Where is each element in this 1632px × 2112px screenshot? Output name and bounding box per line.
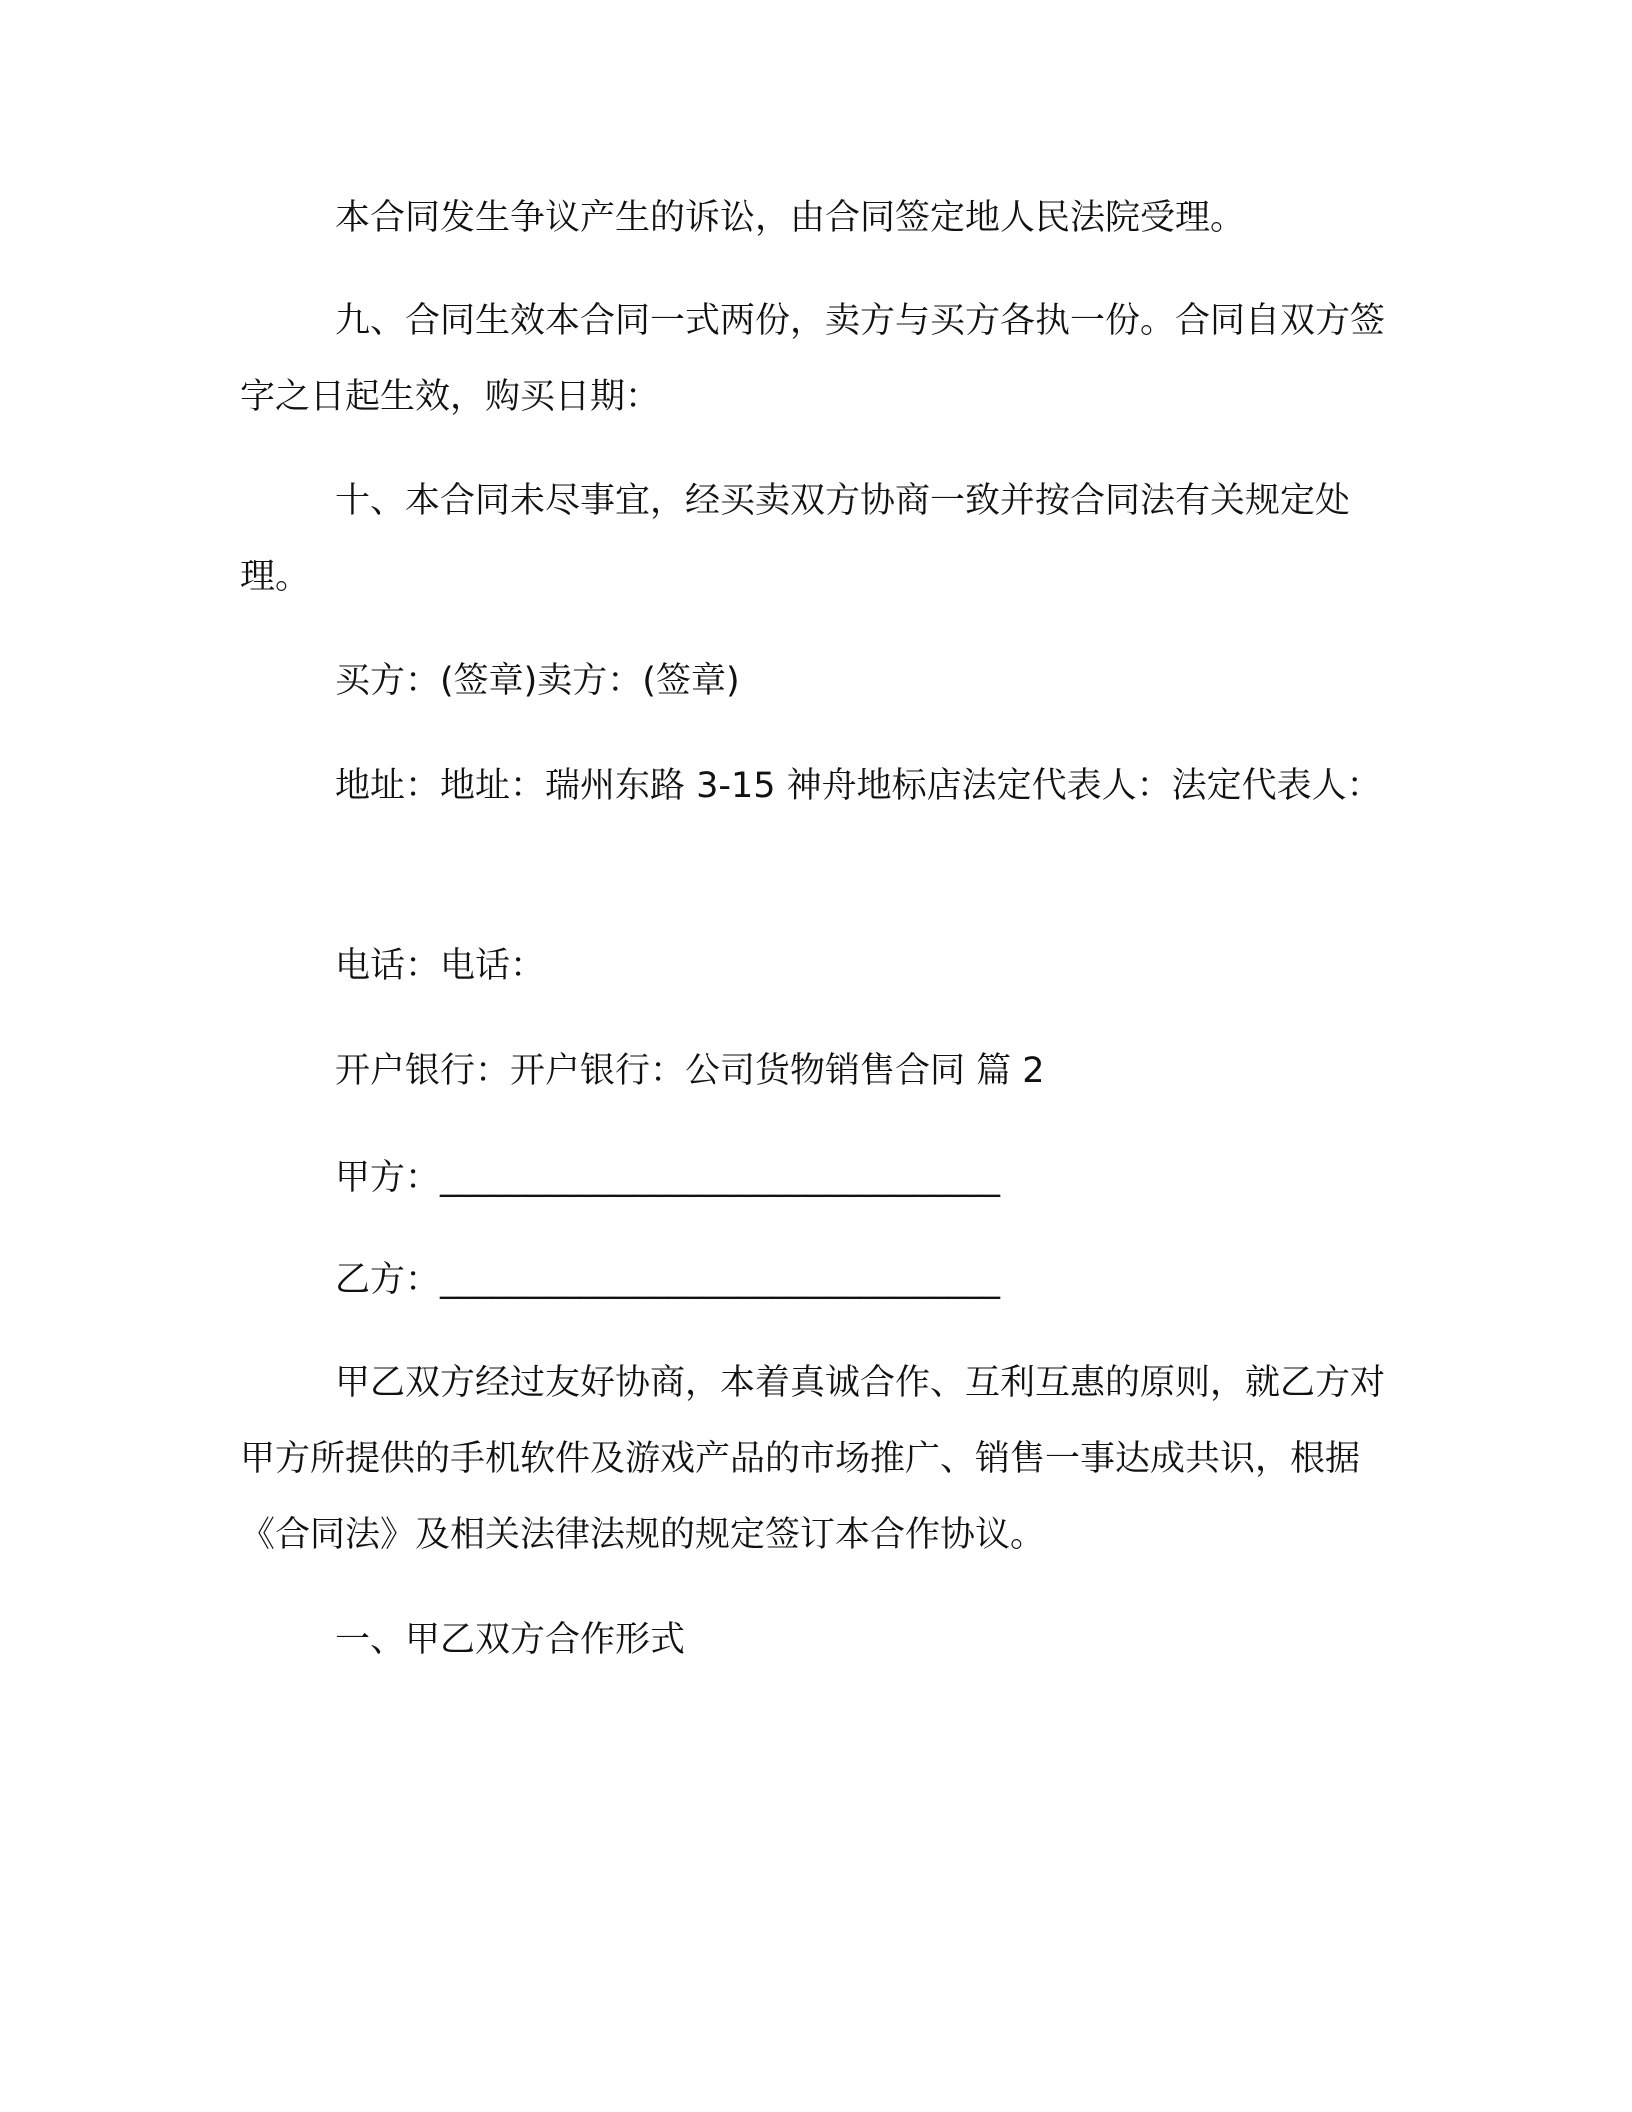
- paragraph-address: 地址：地址：瑞州东路 3-15 神舟地标店法定代表人：法定代表人：: [335, 766, 1382, 806]
- paragraph-signatures: 买方：(签章)卖方：(签章): [335, 661, 740, 701]
- paragraph-party-a: 甲方：________________________________: [335, 1158, 1001, 1198]
- paragraph-bank: 开户银行：开户银行：公司货物销售合同 篇 2: [335, 1051, 1045, 1091]
- paragraph-lawsuit-jurisdiction: 本合同发生争议产生的诉讼，由合同签定地人民法院受理。: [335, 198, 1246, 238]
- paragraph-party-b: 乙方：________________________________: [335, 1260, 1001, 1300]
- paragraph-unresolved-matters: 十、本合同未尽事宜，经买卖双方协商一致并按合同法有关规定处理。: [240, 481, 1351, 597]
- paragraph-phone: 电话：电话：: [335, 946, 546, 986]
- paragraph-contract-effect: 九、合同生效本合同一式两份，卖方与买方各执一份。合同自双方签字之日起生效，购买日期：: [240, 301, 1386, 417]
- section-heading-cooperation-form: 一、甲乙双方合作形式: [335, 1620, 686, 1660]
- paragraph-agreement-intro: 甲乙双方经过友好协商，本着真诚合作、互利互惠的原则，就乙方对甲方所提供的手机软件及游戏产品的市场推广、销售一事达成共识，根据《合同法》及相关法律法规的规定签订本合作协议。: [240, 1363, 1386, 1555]
